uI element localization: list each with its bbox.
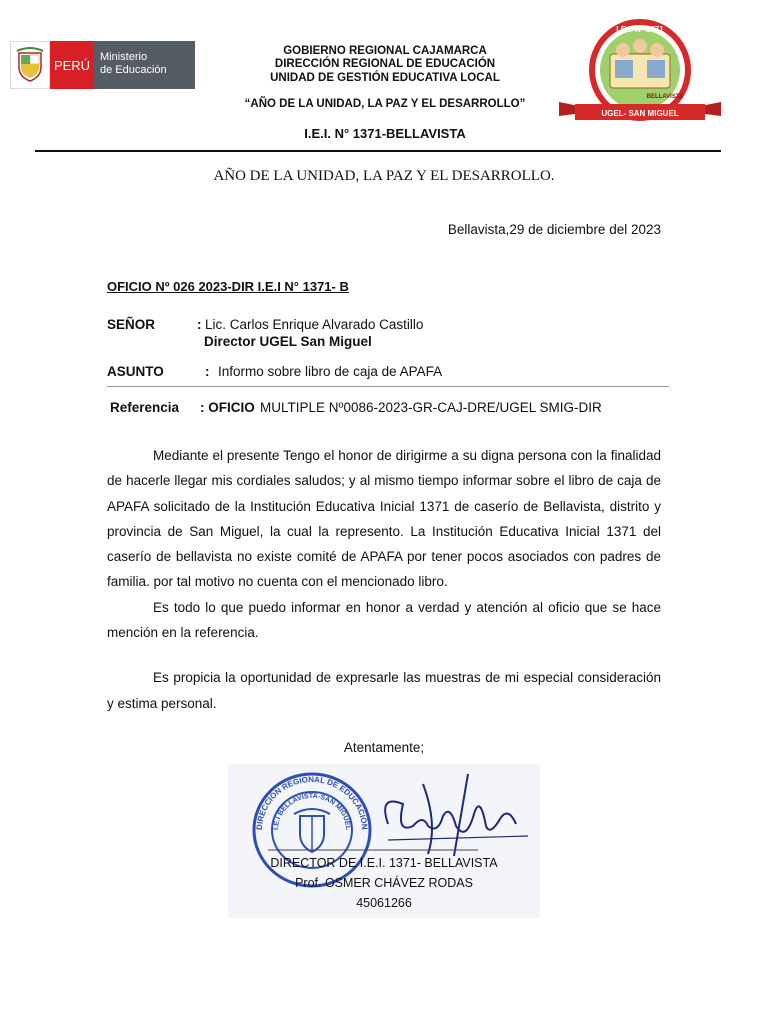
handwritten-signature (385, 774, 516, 856)
header-line-3: UNIDAD DE GESTIÓN EDUCATIVA LOCAL (270, 72, 500, 84)
signature-id: 45061266 (356, 896, 412, 910)
date-line: Bellavista,29 de diciembre del 2023 (447, 222, 661, 237)
school-logo-ribbon-text: UGEL- SAN MIGUEL (601, 109, 679, 118)
subject-divider (107, 386, 669, 387)
reference-label: Referencia (110, 400, 180, 415)
body-paragraph-2: Es todo lo que puedo informar en honor a verdad y atención al oficio que se hace mención en la referencia. (107, 599, 661, 641)
letter-body (107, 443, 661, 716)
recipient-name: Lic. Carlos Enrique Alvarado Castillo (205, 317, 424, 332)
school-logo (555, 18, 725, 130)
subject-label: ASUNTO (107, 364, 164, 379)
header-lema: “AÑO DE LA UNIDAD, LA PAZ Y EL DESARROLLO” (244, 98, 526, 110)
reference-colon-oficio: : OFICIO (200, 400, 255, 415)
body-paragraph-1: Mediante el presente Tengo el honor de dirigirme a su digna persona con la finalidad de hacerle llegar mis cordiales saludos; y al mismo tiempo informar sobre el libro de caja de APAFA solicitado de la Institución Educativa Inicial 1371 de caserío de Bellavista, distrito y provincia de San Miguel, la cual la represento. La Institución Educativa Inicial 1371 del caserío de bellavista no existe comité de APAFA por tener pocos asociados con padres de familia. por tal motivo no cuenta con el mencionado libro. (107, 448, 661, 590)
header-line-1: GOBIERNO REGIONAL CAJAMARCA (283, 45, 487, 57)
closing: Atentamente; (343, 740, 425, 755)
reference-text: MULTIPLE Nº0086-2023-GR-CAJ-DRE/UGEL SMIG-DIR (260, 400, 602, 415)
recipient-label: SEÑOR (107, 317, 156, 332)
recipient-position: Director UGEL San Miguel (204, 334, 372, 349)
body-paragraph-3: Es propicia la oportunidad de expresarle las muestras de mi especial consideración y estima personal. (107, 670, 661, 711)
school-logo-top-text: I.E.I. Nº 1371 (616, 25, 664, 34)
recipient-colon: : (197, 317, 202, 332)
institution-title: I.E.I. N° 1371-BELLAVISTA (304, 126, 466, 141)
seal-inner-text: I.E.I BELLAVISTA-SAN MIGUEL (272, 792, 352, 831)
oficio-number: OFICIO Nº 026 2023-DIR I.E.I N° 1371- B (107, 279, 349, 294)
peru-coat-of-arms-icon (10, 41, 50, 89)
year-motto: AÑO DE LA UNIDAD, LA PAZ Y EL DESARROLLO. (213, 168, 555, 184)
peru-label: PERÚ (50, 41, 94, 89)
signature-area (228, 764, 540, 918)
seal-outer-text: DIRECCIÓN REGIONAL DE EDUCACIÓN (254, 774, 370, 831)
ministry-label (94, 41, 195, 89)
ministry-logo (10, 41, 195, 89)
signature-title: DIRECTOR DE I.E.I. 1371- BELLAVISTA (270, 856, 498, 870)
subject-colon: : (205, 364, 210, 379)
ministry-line-1: Ministerio (100, 51, 148, 63)
header-divider (35, 150, 721, 152)
subject-text: Informo sobre libro de caja de APAFA (218, 364, 443, 379)
signature-name: Prof. OSMER CHÁVEZ RODAS (295, 876, 473, 890)
ministry-line-2: de Educación (100, 64, 167, 76)
header-line-2: DIRECCIÓN REGIONAL DE EDUCACIÓN (274, 58, 496, 70)
school-logo-side-text: BELLAVISTA (646, 94, 684, 100)
